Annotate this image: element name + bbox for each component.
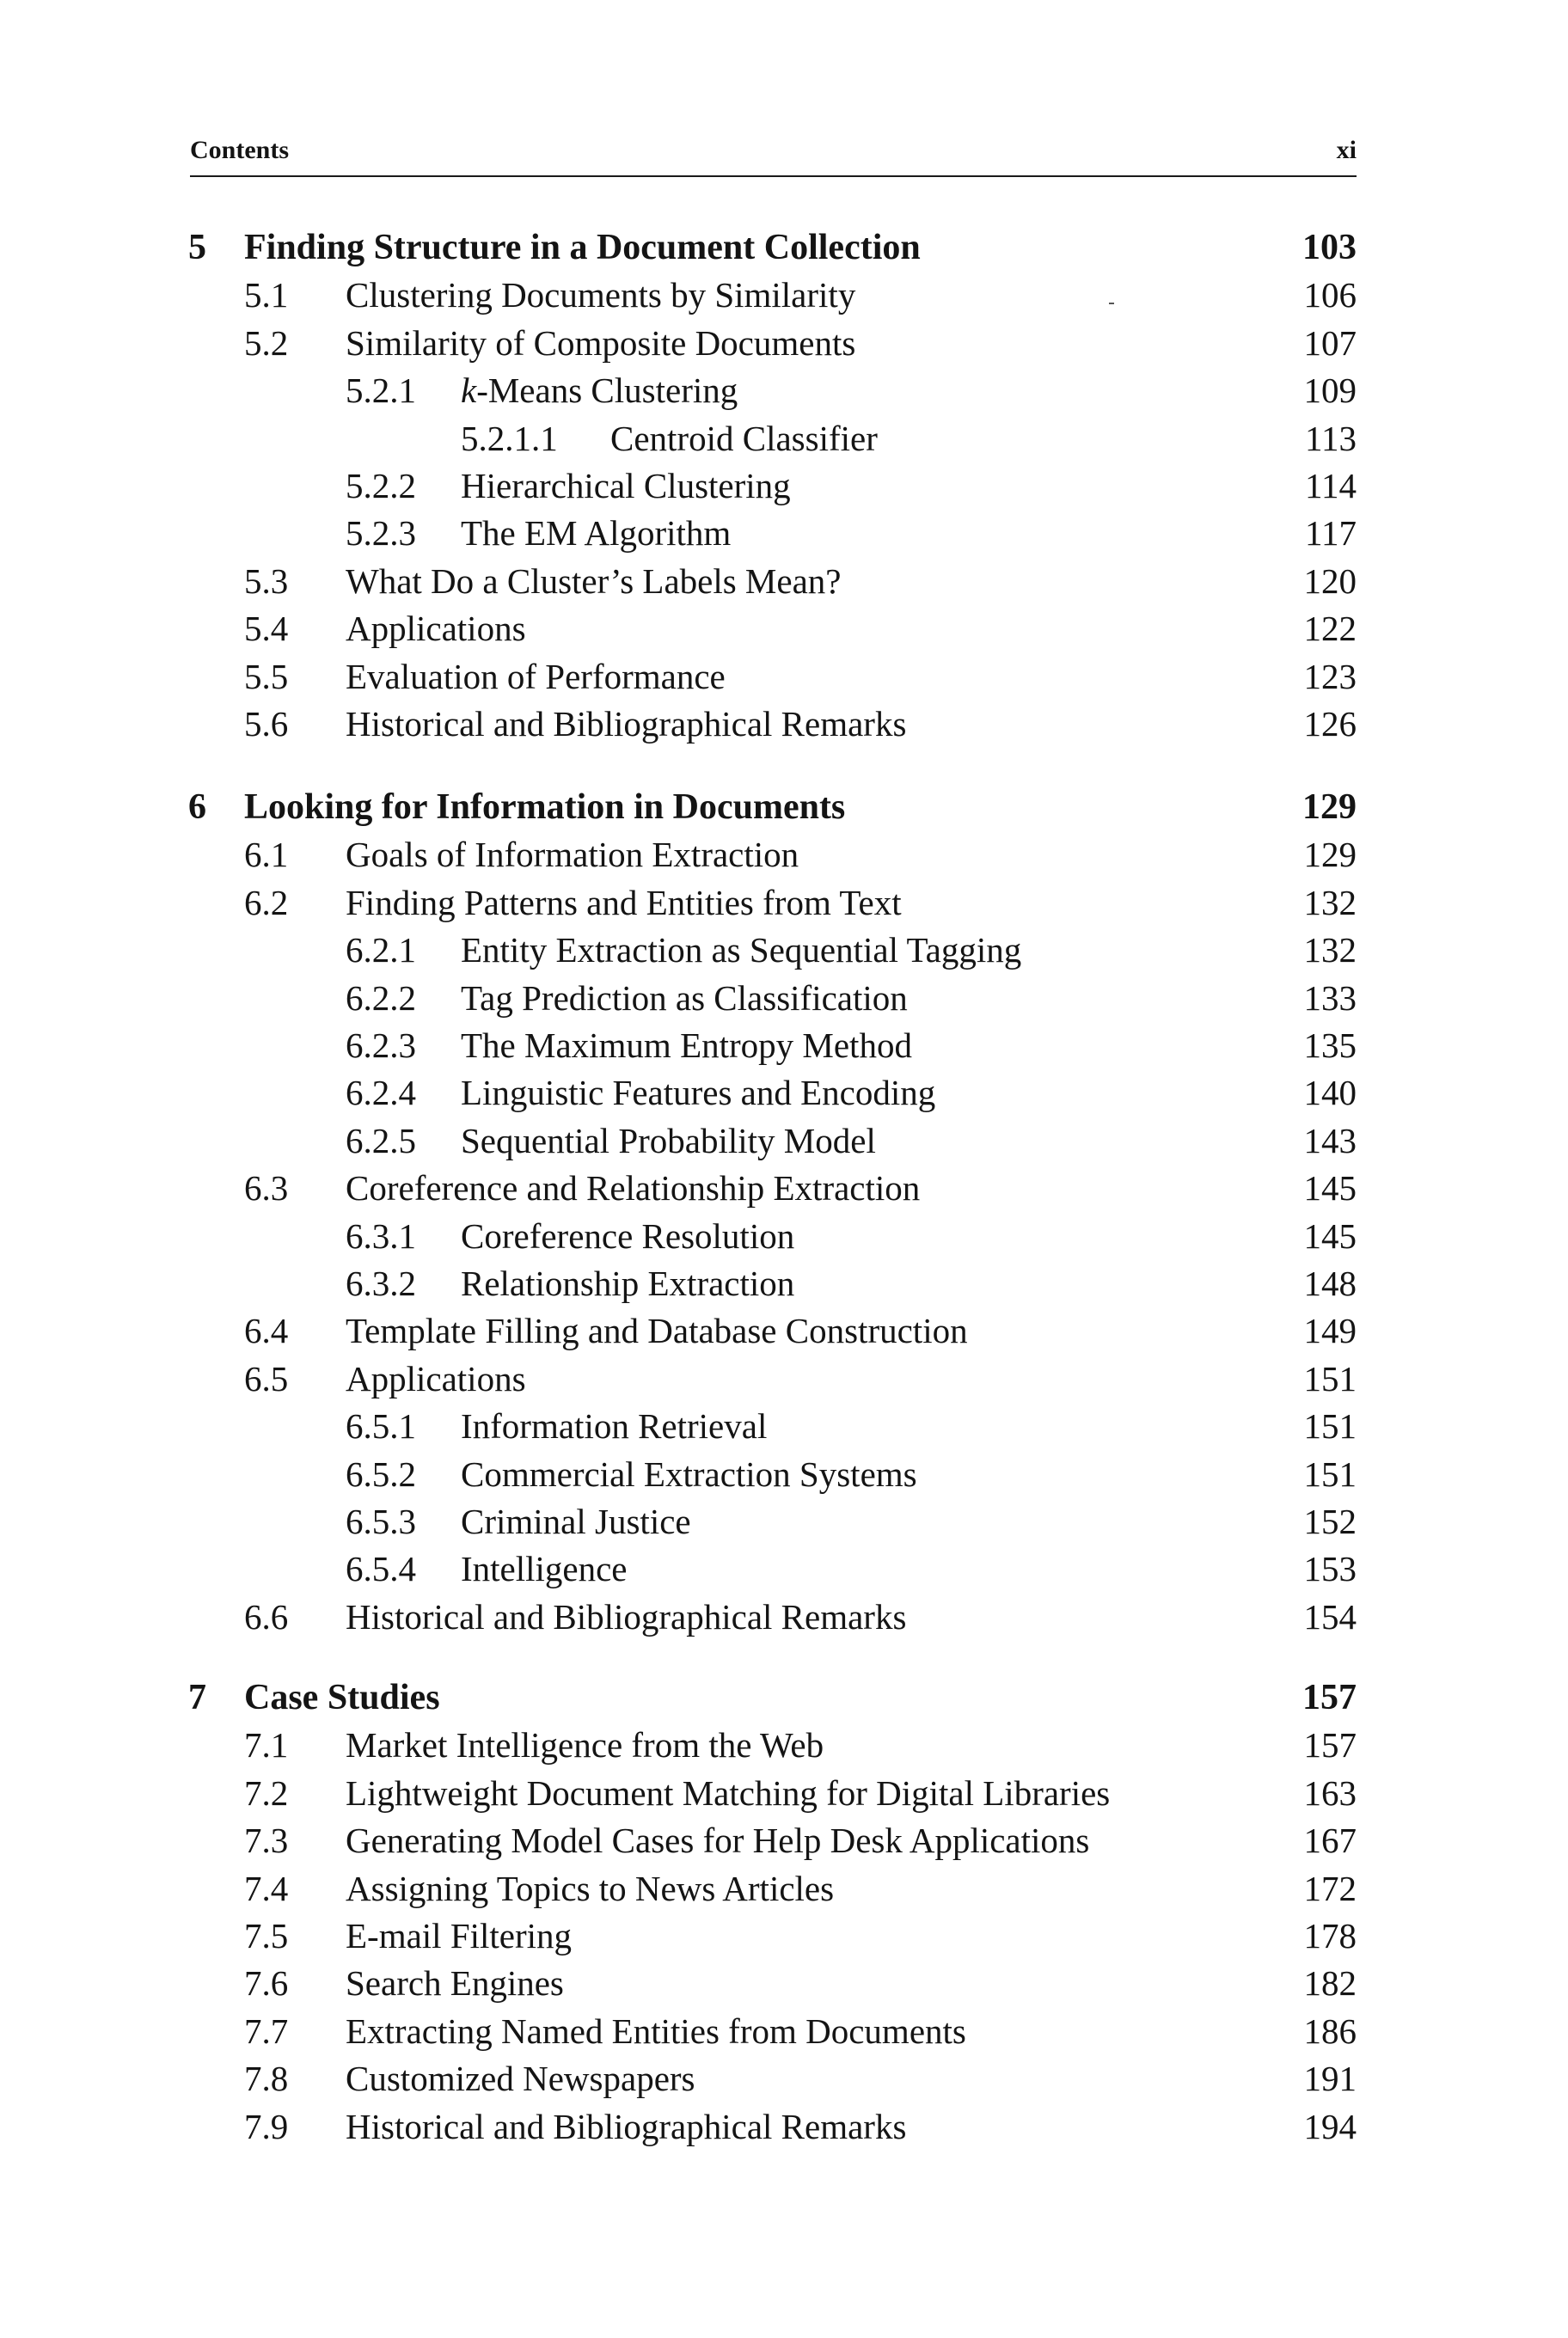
entry-number: 6.5.3 <box>346 1502 416 1541</box>
toc-entry[interactable] <box>0 319 1568 367</box>
entry-number: 6.5.2 <box>346 1454 416 1494</box>
entry-title: Criminal Justice <box>461 1502 691 1541</box>
entry-title: k-Means Clustering <box>461 370 738 410</box>
entry-title: Evaluation of Performance <box>346 657 726 696</box>
entry-title: Customized Newspapers <box>346 2059 695 2098</box>
entry-title: Clustering Documents by Similarity <box>346 275 856 315</box>
entry-title: Commercial Extraction Systems <box>461 1454 917 1494</box>
chapter-heading[interactable] <box>0 783 1568 831</box>
toc-entry[interactable] <box>0 462 1568 510</box>
entry-title: The Maximum Entropy Method <box>461 1025 912 1065</box>
entry-number: 5.6 <box>244 704 289 744</box>
entry-number: 6.2.4 <box>346 1073 416 1112</box>
toc-entry[interactable] <box>0 830 1568 878</box>
entry-page: 151 <box>1303 1454 1357 1494</box>
toc-entry[interactable] <box>0 1912 1568 1960</box>
entry-page: 148 <box>1303 1264 1357 1303</box>
page-number: xi <box>1336 136 1357 164</box>
entry-page: 106 <box>1303 275 1357 315</box>
toc-entry[interactable] <box>0 1212 1568 1260</box>
chapter-title: Finding Structure in a Document Collection <box>244 228 921 267</box>
toc-entry[interactable] <box>0 1021 1568 1069</box>
entry-page: 149 <box>1303 1311 1357 1350</box>
entry-title: Generating Model Cases for Help Desk Applications <box>346 1821 1090 1860</box>
chapter-number: 7 <box>188 1678 206 1717</box>
chapter-title: Looking for Information in Documents <box>244 787 846 827</box>
entry-number: 5.2.2 <box>346 466 416 505</box>
chapter-heading[interactable] <box>0 223 1568 272</box>
entry-page: 122 <box>1303 609 1357 648</box>
toc-entry[interactable] <box>0 414 1568 462</box>
toc-entry[interactable] <box>0 700 1568 748</box>
toc-entry[interactable] <box>0 1769 1568 1817</box>
entry-page: 129 <box>1303 835 1357 874</box>
entry-title: Historical and Bibliographical Remarks <box>346 2107 907 2146</box>
entry-number: 6.1 <box>244 835 289 874</box>
toc-entry[interactable] <box>0 1593 1568 1641</box>
toc-entry[interactable] <box>0 1164 1568 1212</box>
chapter-heading[interactable] <box>0 1674 1568 1722</box>
entry-page: 123 <box>1303 657 1357 696</box>
entry-number: 5.3 <box>244 561 289 601</box>
entry-page: 133 <box>1303 978 1357 1018</box>
entry-title: Market Intelligence from the Web <box>346 1725 824 1765</box>
entry-title: Tag Prediction as Classification <box>461 978 908 1018</box>
toc-entry[interactable] <box>0 1068 1568 1117</box>
entry-page: 178 <box>1303 1916 1357 1955</box>
entry-page: 151 <box>1303 1359 1357 1399</box>
entry-number: 7.8 <box>244 2059 289 2098</box>
toc-entry[interactable] <box>0 1307 1568 1355</box>
entry-title: E-mail Filtering <box>346 1916 573 1955</box>
toc-entry[interactable] <box>0 1402 1568 1450</box>
toc-entry[interactable] <box>0 2007 1568 2055</box>
entry-page: 163 <box>1303 1773 1357 1813</box>
entry-page: 109 <box>1303 370 1357 410</box>
entry-title: Hierarchical Clustering <box>461 466 791 505</box>
entry-number: 6.4 <box>244 1311 289 1350</box>
entry-page: 154 <box>1303 1597 1357 1637</box>
entry-number: 7.5 <box>244 1916 289 1955</box>
toc-entry[interactable] <box>0 926 1568 974</box>
toc-entry[interactable] <box>0 271 1568 319</box>
entry-number: 7.4 <box>244 1869 289 1908</box>
entry-page: 120 <box>1303 561 1357 601</box>
entry-page: 132 <box>1303 930 1357 970</box>
toc-entry[interactable] <box>0 1816 1568 1864</box>
entry-page: 145 <box>1303 1168 1357 1208</box>
entry-title: Entity Extraction as Sequential Tagging <box>461 930 1022 970</box>
entry-number: 5.2.1.1 <box>461 419 558 458</box>
entry-page: 153 <box>1303 1549 1357 1588</box>
entry-number: 7.1 <box>244 1725 289 1765</box>
entry-number: 7.7 <box>244 2011 289 2051</box>
toc-entry[interactable] <box>0 1259 1568 1307</box>
entry-number: 6.3.1 <box>346 1216 416 1256</box>
entry-number: 5.4 <box>244 609 289 648</box>
entry-title: Applications <box>346 1359 526 1399</box>
entry-title: Assigning Topics to News Articles <box>346 1869 835 1908</box>
entry-title: The EM Algorithm <box>461 513 732 553</box>
entry-page: 135 <box>1303 1025 1357 1065</box>
toc-entry[interactable] <box>0 366 1568 414</box>
toc-entry[interactable] <box>0 557 1568 605</box>
toc-entry[interactable] <box>0 1721 1568 1769</box>
toc-entry[interactable] <box>0 1117 1568 1165</box>
entry-number: 7.3 <box>244 1821 289 1860</box>
entry-number: 6.3.2 <box>346 1264 416 1303</box>
entry-page: 117 <box>1305 513 1357 553</box>
entry-number: 6.5.1 <box>346 1406 416 1446</box>
entry-title: Sequential Probability Model <box>461 1121 876 1160</box>
running-header <box>190 136 1357 177</box>
entry-page: 194 <box>1303 2107 1357 2146</box>
entry-title: Centroid Classifier <box>610 419 878 458</box>
entry-page: 191 <box>1303 2059 1357 2098</box>
entry-number: 6.2.5 <box>346 1121 416 1160</box>
toc-entry[interactable] <box>0 1959 1568 2007</box>
entry-number: 6.6 <box>244 1597 289 1637</box>
entry-number: 5.5 <box>244 657 289 696</box>
entry-page: 167 <box>1303 1821 1357 1860</box>
toc-entry[interactable] <box>0 878 1568 927</box>
chapter-title: Case Studies <box>244 1678 440 1717</box>
entry-title: Search Engines <box>346 1963 564 2003</box>
entry-title: Relationship Extraction <box>461 1264 795 1303</box>
entry-number: 6.2.1 <box>346 930 416 970</box>
entry-page: 140 <box>1303 1073 1357 1112</box>
entry-number: 6.3 <box>244 1168 289 1208</box>
toc-entry[interactable] <box>0 1864 1568 1913</box>
entry-page: 172 <box>1303 1869 1357 1908</box>
entry-title: Intelligence <box>461 1549 628 1588</box>
entry-title: Extracting Named Entities from Documents <box>346 2011 966 2051</box>
entry-page: 152 <box>1303 1502 1357 1541</box>
entry-page: 107 <box>1303 323 1357 363</box>
entry-number: 6.2.2 <box>346 978 416 1018</box>
entry-page: 145 <box>1303 1216 1357 1256</box>
toc-entry[interactable] <box>0 604 1568 652</box>
toc-entry[interactable] <box>0 1355 1568 1403</box>
entry-page: 126 <box>1303 704 1357 744</box>
entry-page: 186 <box>1303 2011 1357 2051</box>
entry-title: Linguistic Features and Encoding <box>461 1073 936 1112</box>
entry-title: Information Retrieval <box>461 1406 768 1446</box>
entry-number: 5.2.1 <box>346 370 416 410</box>
entry-number: 5.2 <box>244 323 289 363</box>
entry-number: 7.9 <box>244 2107 289 2146</box>
entry-number: 5.1 <box>244 275 289 315</box>
toc-entry[interactable] <box>0 2054 1568 2102</box>
entry-page: 143 <box>1303 1121 1357 1160</box>
entry-number: 5.2.3 <box>346 513 416 553</box>
chapter-page: 129 <box>1302 787 1357 827</box>
entry-number: 6.5 <box>244 1359 289 1399</box>
entry-page: 157 <box>1303 1725 1357 1765</box>
chapter-number: 5 <box>188 228 206 267</box>
toc-entry[interactable] <box>0 2102 1568 2151</box>
entry-page: 114 <box>1305 466 1357 505</box>
entry-number: 6.2.3 <box>346 1025 416 1065</box>
entry-title: Applications <box>346 609 526 648</box>
toc-entry[interactable] <box>0 974 1568 1022</box>
entry-title: Historical and Bibliographical Remarks <box>346 1597 907 1637</box>
entry-title: Finding Patterns and Entities from Text <box>346 883 902 922</box>
entry-page: 113 <box>1305 419 1357 458</box>
entry-page: 132 <box>1303 883 1357 922</box>
entry-title: Coreference Resolution <box>461 1216 795 1256</box>
toc-entry[interactable] <box>0 1545 1568 1593</box>
entry-title: Lightweight Document Matching for Digital Libraries <box>346 1773 1111 1813</box>
entry-title: Goals of Information Extraction <box>346 835 799 874</box>
chapter-page: 157 <box>1302 1678 1357 1717</box>
chapter-number: 6 <box>188 787 206 827</box>
print-mark <box>1109 303 1114 304</box>
running-header-title: Contents <box>190 136 290 164</box>
entry-number: 7.6 <box>244 1963 289 2003</box>
entry-page: 151 <box>1303 1406 1357 1446</box>
entry-number: 6.5.4 <box>346 1549 416 1588</box>
chapter-page: 103 <box>1302 228 1357 267</box>
toc-entry[interactable] <box>0 652 1568 701</box>
entry-title: What Do a Cluster’s Labels Mean? <box>346 561 842 601</box>
entry-title: Coreference and Relationship Extraction <box>346 1168 921 1208</box>
entry-title: Template Filling and Database Construction <box>346 1311 968 1350</box>
entry-title: Similarity of Composite Documents <box>346 323 856 363</box>
entry-number: 6.2 <box>244 883 289 922</box>
entry-number: 7.2 <box>244 1773 289 1813</box>
toc-entry[interactable] <box>0 1497 1568 1545</box>
toc-entry[interactable] <box>0 509 1568 557</box>
entry-page: 182 <box>1303 1963 1357 2003</box>
entry-title: Historical and Bibliographical Remarks <box>346 704 907 744</box>
toc-entry[interactable] <box>0 1450 1568 1498</box>
